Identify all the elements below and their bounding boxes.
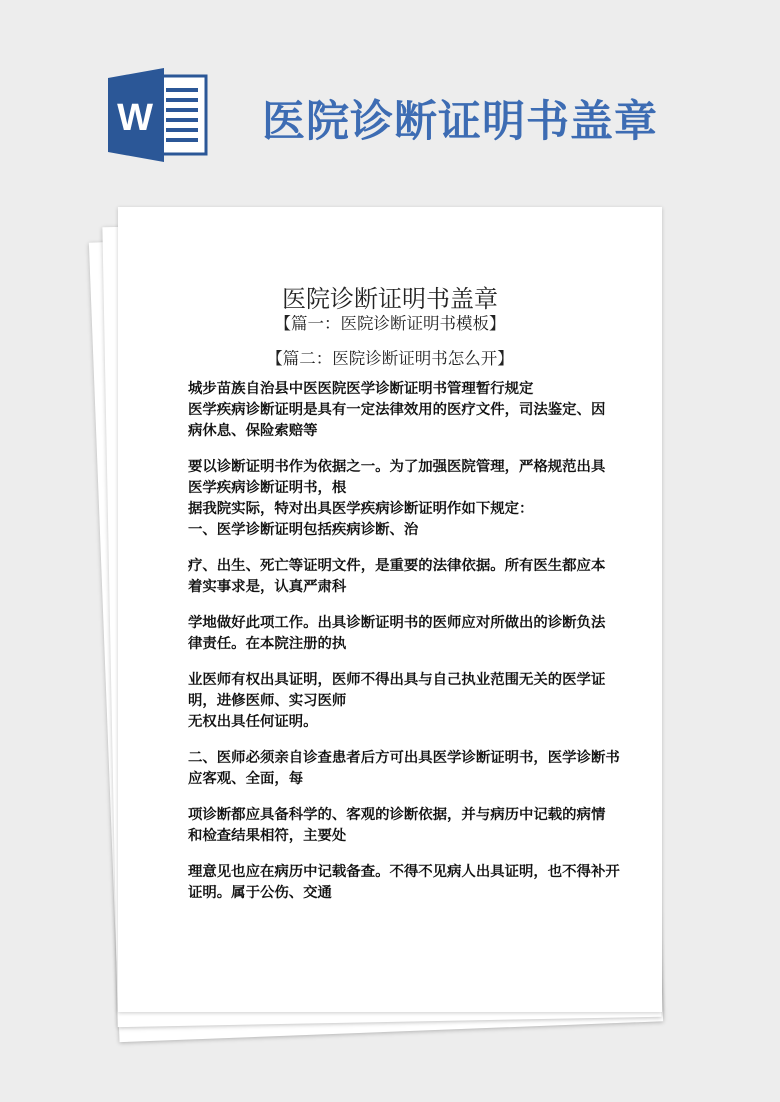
paragraph <box>188 805 628 847</box>
text-line: 证明。属于公伤、交通 <box>188 885 332 901</box>
svg-text:W: W <box>117 97 153 139</box>
paragraph <box>188 379 628 442</box>
paragraph <box>188 556 628 598</box>
text-line: 疗、出生、死亡等证明文件，是重要的法律依据。所有医生都应本 <box>188 558 606 574</box>
subtitle: 【篇二：医院诊断证明书怎么开】 <box>266 349 514 368</box>
paragraph <box>188 748 628 790</box>
text-line: 据我院实际，特对出具医学疾病诊断证明作如下规定： <box>188 501 534 517</box>
text-line: 医学疾病诊断证明书，根 <box>188 480 347 496</box>
document-body <box>188 379 628 904</box>
text-line: 理意见也应在病历中记载备查。不得不见病人出具证明，也不得补开 <box>188 864 620 880</box>
text-line: 应客观、全面，每 <box>188 771 304 787</box>
text-line: 项诊断都应具备科学的、客观的诊断依据，并与病历中记载的病情 <box>188 807 606 823</box>
text-line: 病休息、保险索赔等 <box>188 423 318 439</box>
document-title: 医院诊断证明书盖章 <box>282 287 498 313</box>
text-line: 律责任。在本院注册的执 <box>188 636 347 652</box>
text-line: 学地做好此项工作。出具诊断证明书的医师应对所做出的诊断负法 <box>188 615 606 631</box>
text-line: 无权出具任何证明。 <box>188 714 318 730</box>
text-line: 要以诊断证明书作为依据之一。为了加强医院管理，严格规范出具 <box>188 459 606 475</box>
document-page <box>118 207 662 1012</box>
text-line: 业医师有权出具证明，医师不得出具与自己执业范围无关的医学证 <box>188 672 606 688</box>
text-line: 着实事求是，认真严肃科 <box>188 579 347 595</box>
text-line: 一、医学诊断证明包括疾病诊断、治 <box>188 522 419 538</box>
text-line: 二、医师必须亲自诊查患者后方可出具医学诊断证明书，医学诊断书 <box>188 750 620 766</box>
paragraph <box>188 670 628 733</box>
word-icon <box>108 68 208 162</box>
text-line: 和检查结果相符，主要处 <box>188 828 347 844</box>
paragraph <box>188 862 628 904</box>
text-line: 医学疾病诊断证明是具有一定法律效用的医疗文件，司法鉴定、因 <box>188 402 606 418</box>
subtitle: 【篇一：医院诊断证明书模板】 <box>274 314 506 333</box>
paragraph <box>188 457 628 541</box>
text-line: 城步苗族自治县中医医院医学诊断证明书管理暂行规定 <box>188 381 534 397</box>
text-line: 明，进修医师、实习医师 <box>188 693 347 709</box>
paragraph <box>188 613 628 655</box>
banner-title: 医院诊断证明书盖章 <box>262 98 658 146</box>
